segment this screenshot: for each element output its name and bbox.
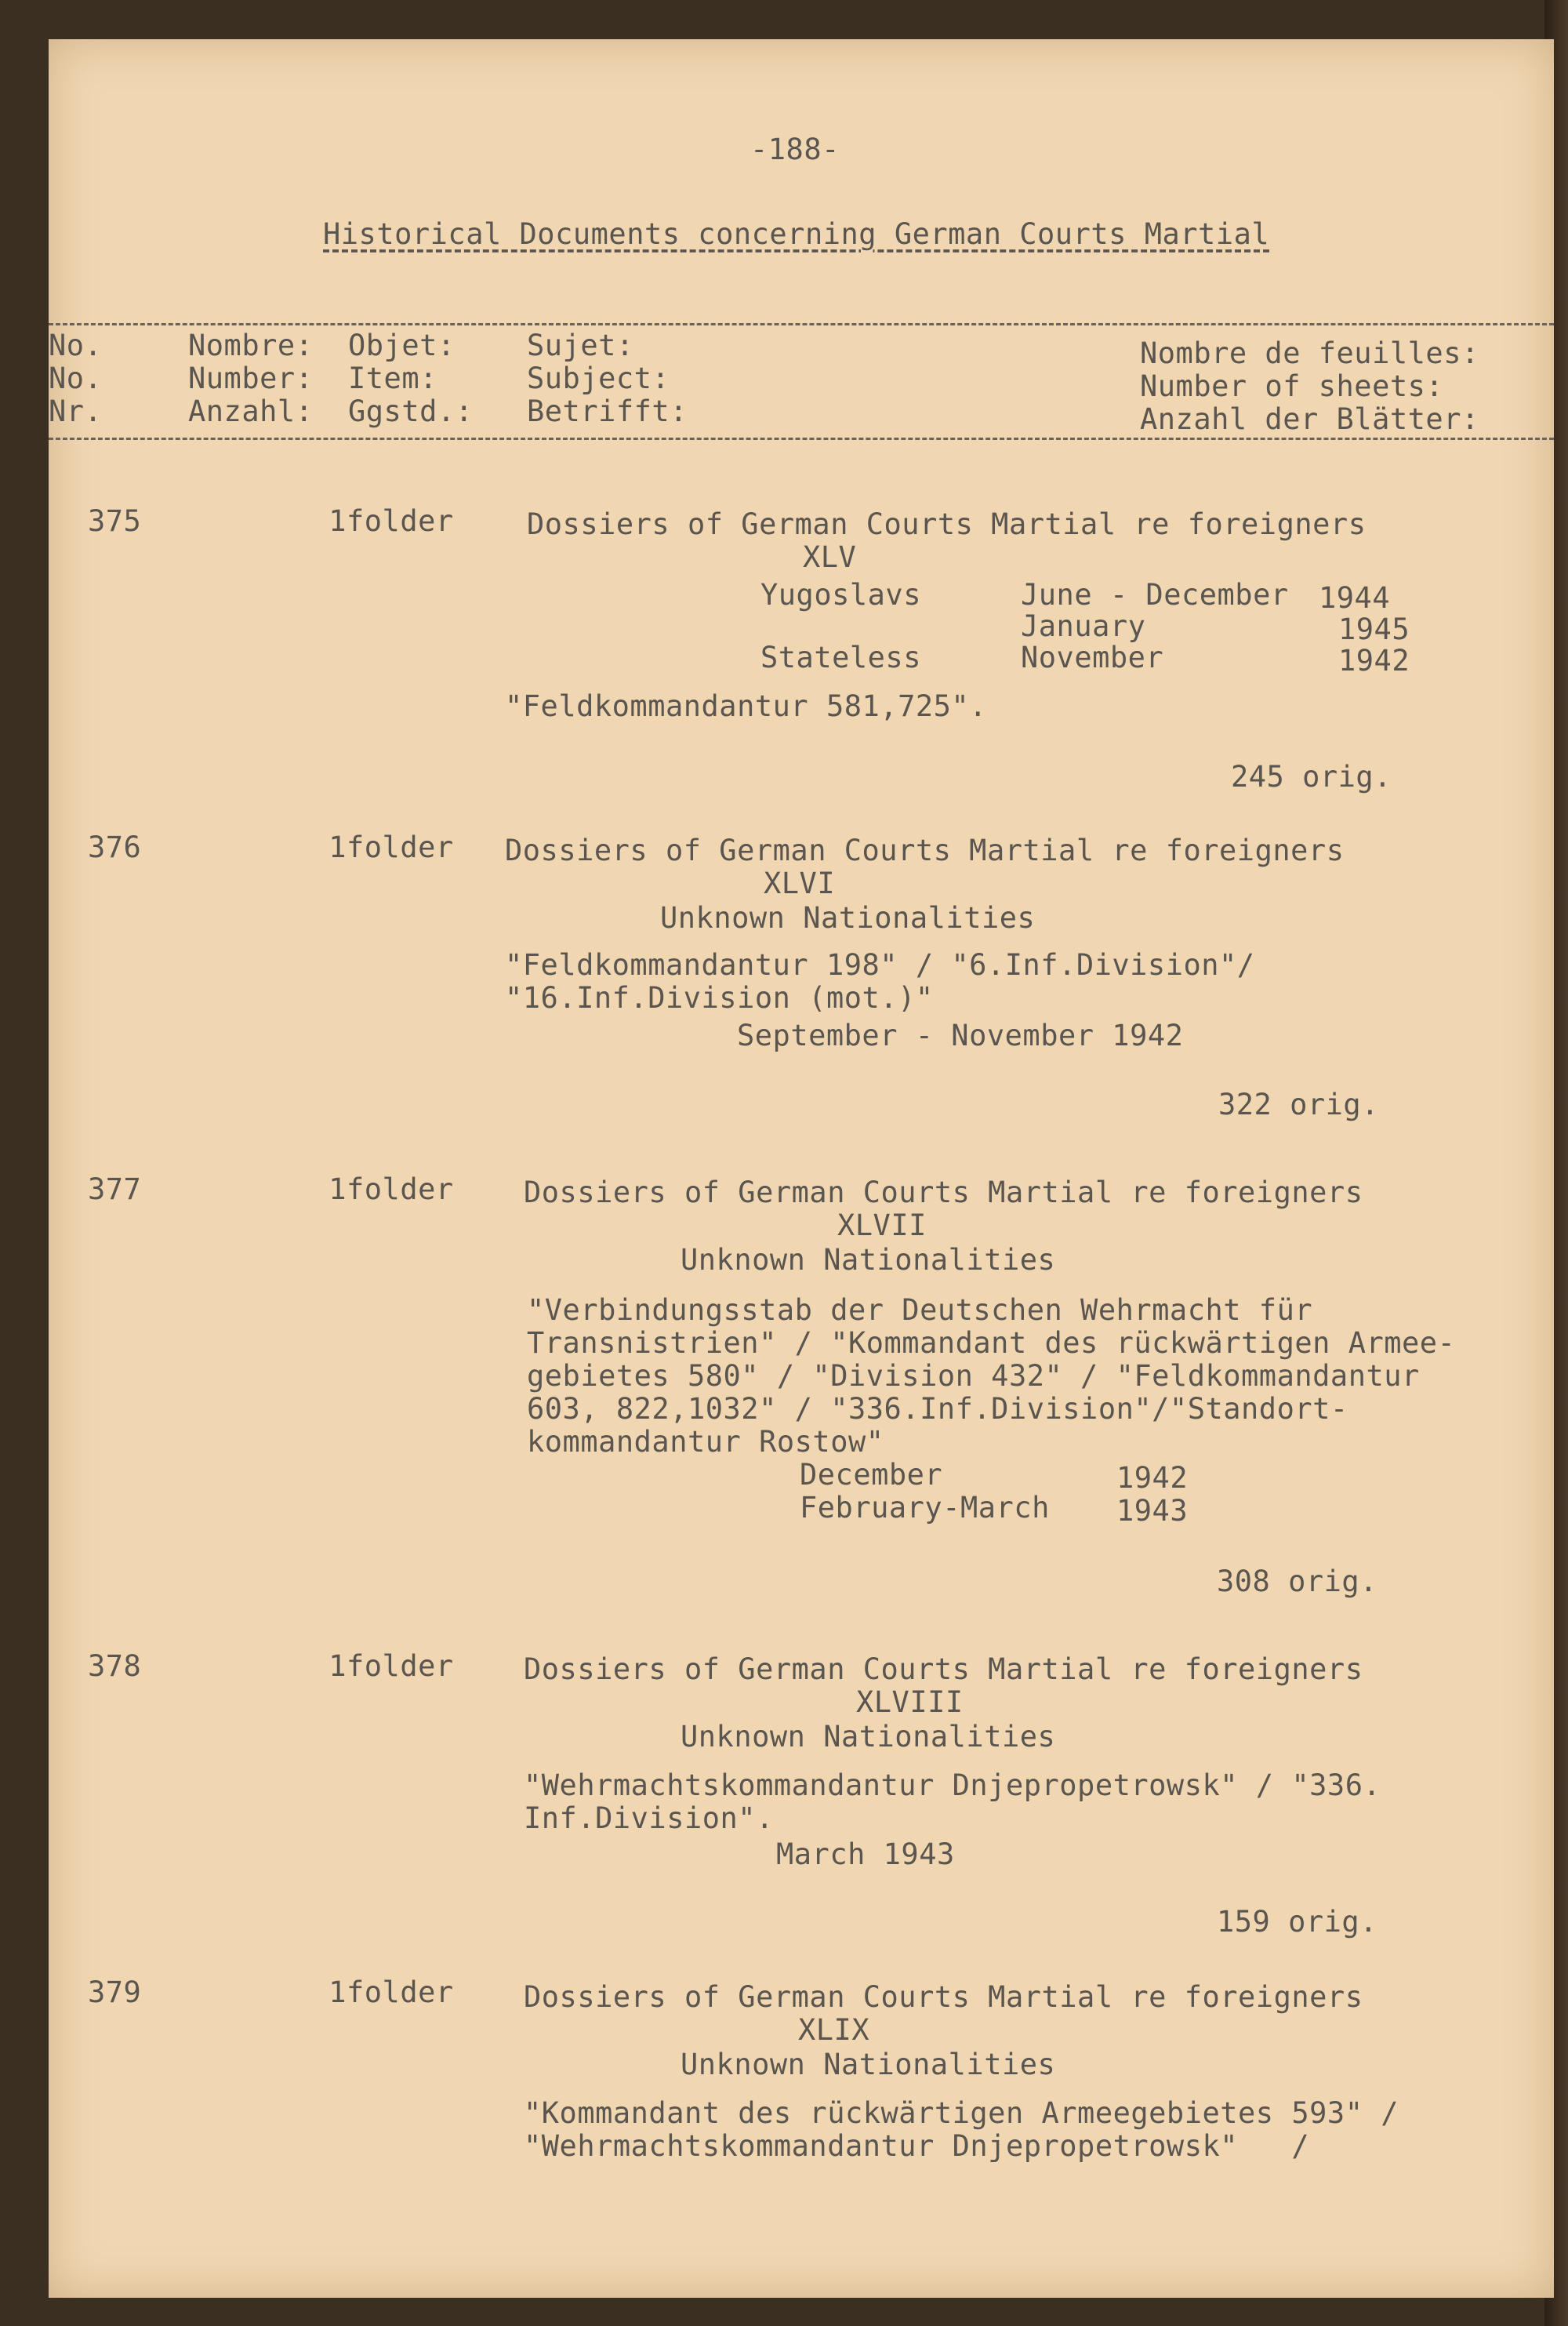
entry-volume: XLIX bbox=[798, 2013, 870, 2047]
header-no-de: Nr. bbox=[49, 394, 103, 428]
entry-sheets: 308 orig. bbox=[1217, 1565, 1377, 1598]
entry-nationality-3: Stateless bbox=[760, 641, 921, 674]
entry-units-3: gebietes 580" / "Division 432" / "Feldkommandantur bbox=[527, 1359, 1420, 1393]
entry-number: 379 bbox=[88, 1975, 142, 2009]
header-bottom-rule bbox=[49, 438, 1554, 440]
entry-count: 1 bbox=[328, 504, 347, 538]
entry-dates: March 1943 bbox=[776, 1837, 955, 1871]
entry-year-1: 1944 bbox=[1319, 581, 1391, 615]
entry-nationality: Unknown Nationalities bbox=[660, 901, 1036, 935]
entry-number: 378 bbox=[88, 1649, 142, 1683]
entry-sheets: 322 orig. bbox=[1218, 1088, 1379, 1121]
header-count-fr: Nombre: bbox=[188, 329, 314, 362]
header-count-de: Anzahl: bbox=[188, 394, 314, 428]
entry-nationality-1: Yugoslavs bbox=[760, 578, 921, 612]
entry-subject: Dossiers of German Courts Martial re foreigners bbox=[524, 1176, 1363, 1209]
entry-volume: XLVI bbox=[764, 867, 836, 900]
entry-units-4: 603, 822,1032" / "336.Inf.Division"/"Standort- bbox=[527, 1392, 1348, 1426]
entry-count: 1 bbox=[328, 830, 347, 864]
entry-year-3: 1942 bbox=[1338, 644, 1410, 678]
entry-count: 1 bbox=[328, 1649, 347, 1683]
entry-number: 375 bbox=[88, 504, 142, 538]
entry-subject: Dossiers of German Courts Martial re foreigners bbox=[527, 507, 1367, 541]
entry-volume: XLVIII bbox=[856, 1685, 964, 1719]
header-no-fr: No. bbox=[49, 329, 103, 362]
header-sheets-fr: Nombre de feuilles: bbox=[1140, 336, 1479, 370]
entry-date-2: January bbox=[1021, 609, 1146, 643]
entry-dates: September - November 1942 bbox=[737, 1019, 1184, 1052]
entry-units-1: "Feldkommandantur 198" / "6.Inf.Division"/ bbox=[505, 948, 1255, 982]
entry-units-1: "Wehrmachtskommandantur Dnjepropetrowsk" / "336. bbox=[524, 1768, 1381, 1802]
header-item-de: Ggstd.: bbox=[348, 394, 474, 428]
entry-item: folder bbox=[347, 1649, 454, 1683]
entry-units-1: "Kommandant des rückwärtigen Armeegebietes 593" / bbox=[524, 2096, 1399, 2130]
page-title: Historical Documents concerning German Courts Martial bbox=[323, 217, 1270, 251]
entry-item: folder bbox=[347, 1172, 454, 1206]
entry-nationality: Unknown Nationalities bbox=[681, 1243, 1056, 1277]
entry-item: folder bbox=[347, 1975, 454, 2009]
header-sheets-de: Anzahl der Blätter: bbox=[1140, 402, 1479, 436]
entry-nationality: Unknown Nationalities bbox=[681, 2048, 1056, 2081]
entry-count: 1 bbox=[328, 1975, 347, 2009]
entry-sheets: 245 orig. bbox=[1231, 760, 1392, 794]
entry-subject: Dossiers of German Courts Martial re foreigners bbox=[505, 834, 1345, 867]
header-subject-en: Subject: bbox=[527, 362, 670, 395]
entry-year-2: 1945 bbox=[1338, 612, 1410, 646]
entry-count: 1 bbox=[328, 1172, 347, 1206]
entry-subject: Dossiers of German Courts Martial re foreigners bbox=[524, 1980, 1363, 2014]
entry-date-1: June - December bbox=[1021, 578, 1289, 612]
entry-units-5: kommandantur Rostow" bbox=[527, 1425, 884, 1459]
entry-number: 376 bbox=[88, 830, 142, 864]
page-number: -188- bbox=[750, 133, 840, 166]
header-count-en: Number: bbox=[188, 362, 314, 395]
header-top-rule bbox=[49, 323, 1554, 325]
document-page bbox=[49, 39, 1554, 2298]
entry-units: "Feldkommandantur 581,725". bbox=[505, 689, 987, 723]
entry-subject: Dossiers of German Courts Martial re foreigners bbox=[524, 1652, 1363, 1686]
entry-date-2: February-March bbox=[800, 1491, 1050, 1525]
entry-volume: XLVII bbox=[837, 1208, 927, 1242]
entry-item: folder bbox=[347, 504, 454, 538]
header-item-en: Item: bbox=[348, 362, 437, 395]
entry-sheets: 159 orig. bbox=[1217, 1905, 1377, 1939]
entry-number: 377 bbox=[88, 1172, 142, 1206]
entry-year-2: 1943 bbox=[1116, 1494, 1189, 1528]
entry-nationality: Unknown Nationalities bbox=[681, 1720, 1056, 1754]
header-no-en: No. bbox=[49, 362, 103, 395]
entry-units-2: Inf.Division". bbox=[524, 1801, 774, 1835]
entry-date-3: November bbox=[1021, 641, 1164, 674]
entry-date-1: December bbox=[800, 1458, 943, 1492]
entry-units-2: Transnistrien" / "Kommandant des rückwärtigen Armee- bbox=[527, 1326, 1456, 1360]
entry-units-1: "Verbindungsstab der Deutschen Wehrmacht für bbox=[527, 1293, 1313, 1327]
header-subject-de: Betrifft: bbox=[527, 394, 688, 428]
header-sheets-en: Number of sheets: bbox=[1140, 369, 1444, 403]
entry-units-2: "16.Inf.Division (mot.)" bbox=[505, 981, 934, 1015]
entry-volume: XLV bbox=[803, 540, 857, 574]
entry-units-2: "Wehrmachtskommandantur Dnjepropetrowsk" / bbox=[524, 2129, 1310, 2163]
header-item-fr: Objet: bbox=[348, 329, 456, 362]
entry-item: folder bbox=[347, 830, 454, 864]
header-subject-fr: Sujet: bbox=[527, 329, 634, 362]
entry-year-1: 1942 bbox=[1116, 1461, 1189, 1495]
